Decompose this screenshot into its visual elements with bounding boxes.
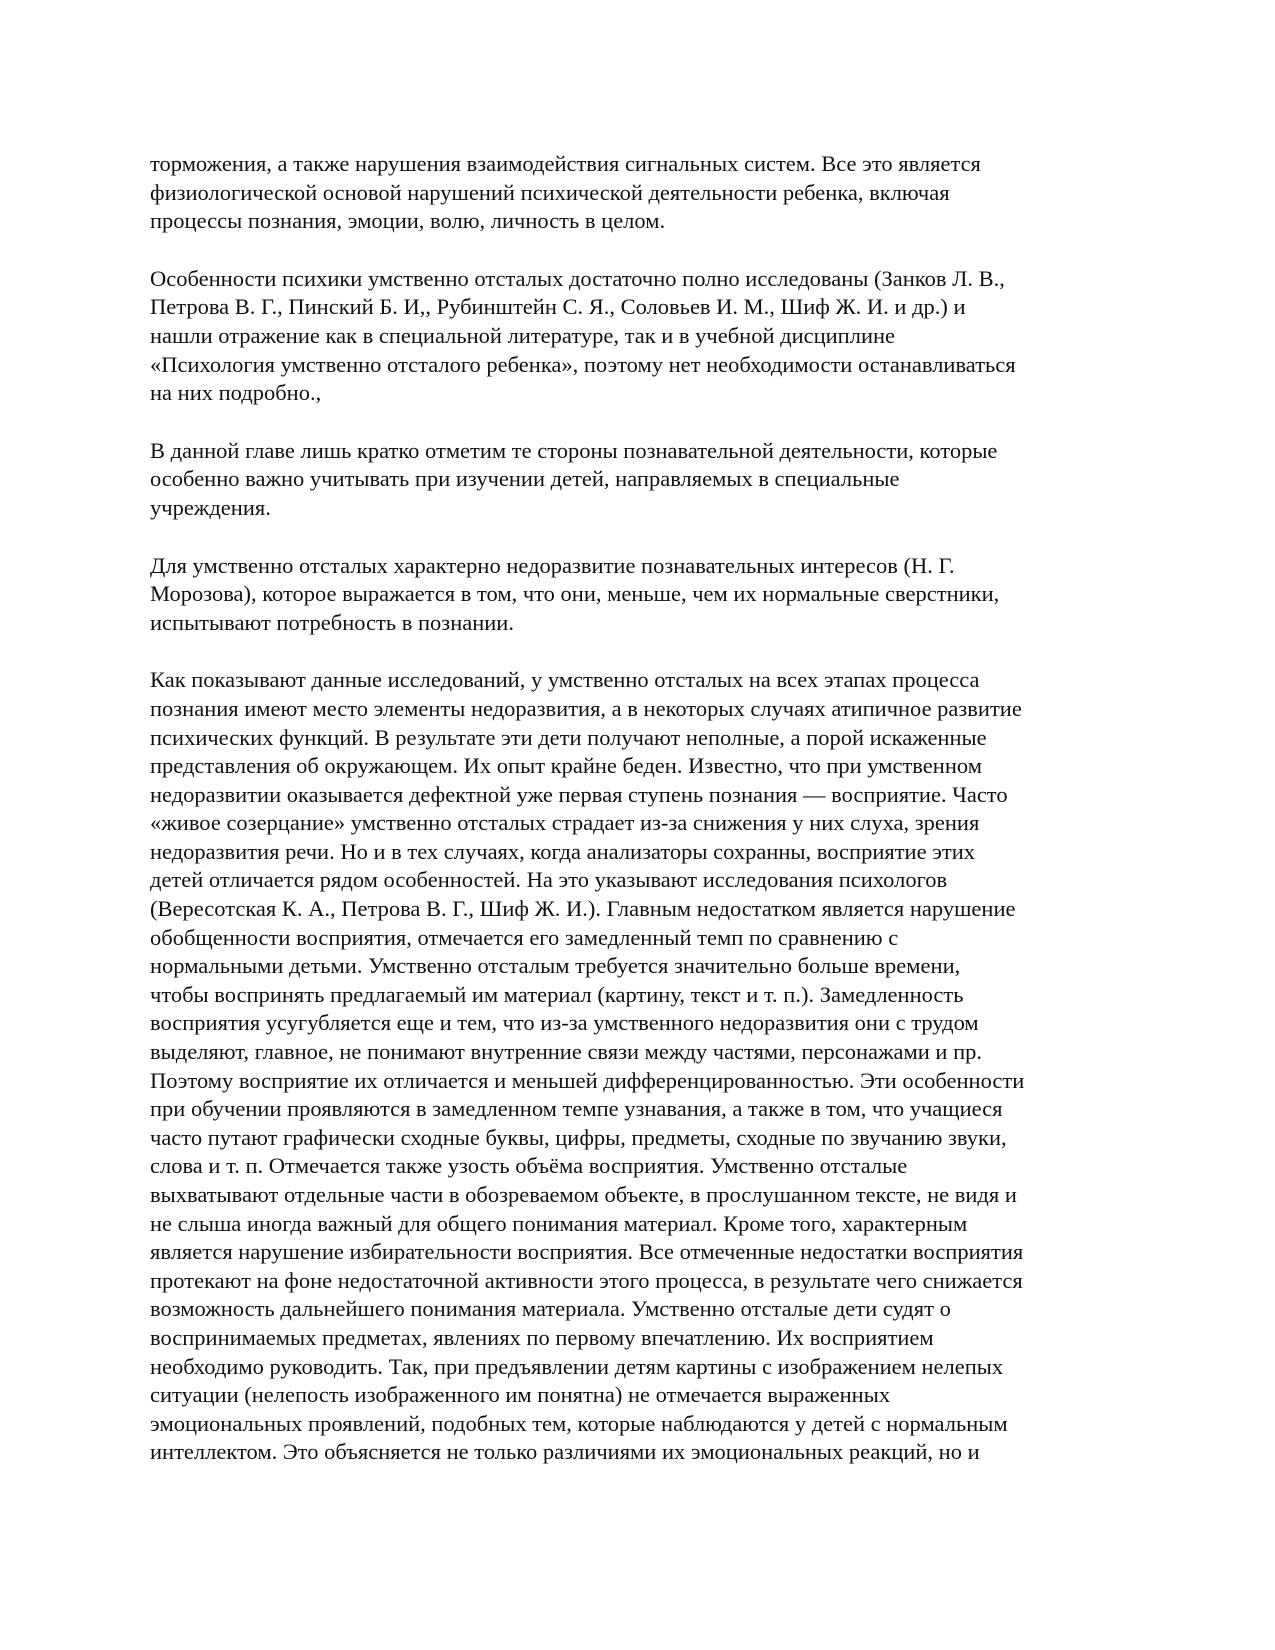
paragraph-5 (150, 666, 1130, 1467)
document-body (150, 150, 1130, 1496)
text-line: восприятия усугубляется еще и тем, что из-за умственного недоразвития они с трудом (150, 1010, 979, 1036)
paragraph-4 (150, 552, 1130, 638)
text-line: физиологической основой нарушений психической деятельности ребенка, включая (150, 179, 950, 205)
text-line: является нарушение избирательности восприятия. Все отмеченные недостатки восприятия (150, 1239, 1024, 1265)
text-line: торможения, а также нарушения взаимодействия сигнальных систем. Все это является (150, 151, 981, 176)
text-line: процессы познания, эмоции, волю, личность в целом. (150, 208, 666, 234)
text-line: протекают на фоне недостаточной активности этого процесса, в результате чего снижается (150, 1267, 1023, 1293)
text-line: (Вересотская К. А., Петрова В. Г., Шиф Ж. И.). Главным недостатком является нарушение (150, 896, 1016, 922)
text-line: обобщенности восприятия, отмечается его замедленный темп по сравнению с (150, 924, 899, 950)
text-line: не слыша иногда важный для общего понимания материал. Кроме того, характерным (150, 1210, 968, 1236)
text-line: В данной главе лишь кратко отметим те стороны познавательной деятельности, которые (150, 437, 998, 463)
text-line: слова и т. п. Отмечается также узость объёма восприятия. Умственно отсталые (150, 1153, 908, 1179)
paragraph-2 (150, 265, 1130, 408)
paragraph-1 (150, 150, 1130, 236)
text-line: недоразвития речи. Но и в тех случаях, когда анализаторы сохранны, восприятие этих (150, 838, 975, 864)
text-line: часто путают графически сходные буквы, цифры, предметы, сходные по звучанию звуки, (150, 1124, 1007, 1150)
text-line: познания имеют место элементы недоразвития, а в некоторых случаях атипичное развитие (150, 695, 1022, 721)
text-line: воспринимаемых предметах, явлениях по первому впечатлению. Их восприятием (150, 1324, 934, 1350)
text-line: психических функций. В результате эти дети получают неполные, а порой искаженные (150, 724, 987, 750)
text-line: детей отличается рядом особенностей. На это указывают исследования психологов (150, 867, 948, 893)
text-line: при обучении проявляются в замедленном темпе узнавания, а также в том, что учащиеся (150, 1096, 1003, 1122)
text-line: Морозова), которое выражается в том, что они, меньше, чем их нормальные сверстники, (150, 581, 1000, 607)
text-line: Поэтому восприятие их отличается и меньшей дифференцированностью. Эти особенности (150, 1067, 1025, 1093)
text-line: Особенности психики умственно отсталых достаточно полно исследованы (Занков Л. В., (150, 265, 1005, 291)
text-line: эмоциональных проявлений, подобных тем, которые наблюдаются у детей с нормальным (150, 1410, 1008, 1436)
text-line: испытывают потребность в познании. (150, 609, 514, 635)
text-line: выхватывают отдельные части в обозреваемом объекте, в прослушанном тексте, не видя и (150, 1182, 1017, 1207)
text-line: «Психология умственно отсталого ребенка», поэтому нет необходимости останавливаться (150, 351, 1016, 377)
text-line: чтобы воспринять предлагаемый им материал (картину, текст и т. п.). Замедленность (150, 981, 964, 1007)
text-line: выделяют, главное, не понимают внутренние связи между частями, персонажами и пр. (150, 1039, 983, 1065)
text-line: учреждения. (150, 494, 271, 520)
text-line: «живое созерцание» умственно отсталых страдает из-за снижения у них слуха, зрения (150, 810, 980, 836)
text-line: представления об окружающем. Их опыт крайне беден. Известно, что при умственном (150, 753, 982, 779)
text-line: недоразвитии оказывается дефектной уже первая ступень познания — восприятие. Часто (150, 781, 1008, 807)
text-line: на них подробно., (150, 380, 322, 406)
text-line: Как показывают данные исследований, у умственно отсталых на всех этапах процесса (150, 667, 980, 693)
text-line: ситуации (нелепость изображенного им понятна) не отмечается выраженных (150, 1382, 891, 1408)
text-line: Петрова В. Г., Пинский Б. И,, Рубинштейн С. Я., Соловьев И. М., Шиф Ж. И. и др.) и (150, 294, 966, 320)
text-line: Для умственно отсталых характерно недоразвитие познавательных интересов (Н. Г. (150, 552, 955, 578)
text-line: особенно важно учитывать при изучении детей, направляемых в специальные (150, 466, 900, 492)
text-line: интеллектом. Это объясняется не только различиями их эмоциональных реакций, но и (150, 1439, 980, 1465)
text-line: нормальными детьми. Умственно отсталым требуется значительно больше времени, (150, 953, 961, 979)
text-line: нашли отражение как в специальной литературе, так и в учебной дисциплине (150, 322, 896, 348)
text-line: возможность дальнейшего понимания материала. Умственно отсталые дети судят о (150, 1296, 951, 1322)
text-line: необходимо руководить. Так, при предъявлении детям картины с изображением нелепых (150, 1353, 1004, 1379)
paragraph-3 (150, 437, 1130, 523)
